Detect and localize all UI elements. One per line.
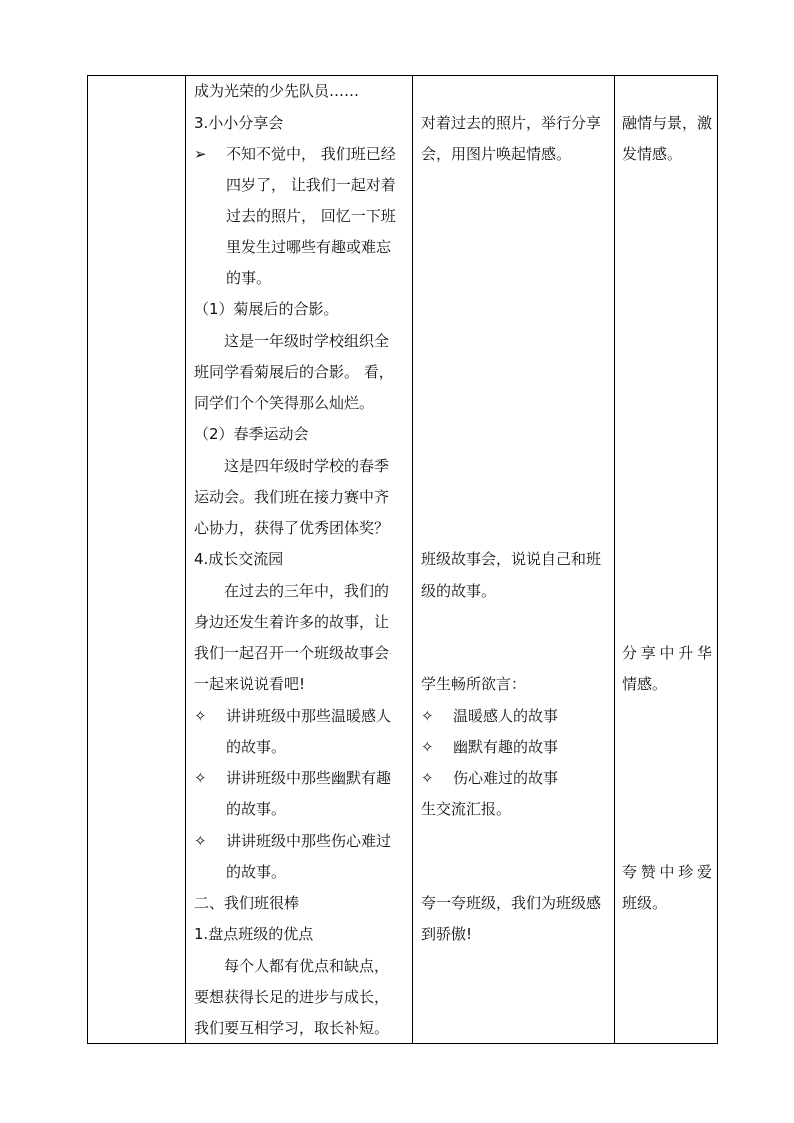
table-column-process bbox=[194, 76, 406, 1043]
text-line: 一起来说说看吧! bbox=[194, 675, 306, 693]
text-line: 不知不觉中， 我们班已经 bbox=[226, 145, 396, 163]
lesson-plan-table bbox=[87, 75, 718, 1044]
bullet-item bbox=[194, 830, 406, 852]
bullet-item bbox=[194, 767, 406, 789]
text-line: 心协力，获得了优秀团体奖？ bbox=[194, 519, 390, 537]
bullet-item bbox=[194, 705, 406, 727]
text-line: 我们一起召开一个班级故事会 bbox=[194, 644, 390, 662]
text-line: 对着过去的照片，举行分享 bbox=[421, 114, 602, 132]
bullet-item bbox=[421, 767, 611, 789]
text-line: 班同学看菊展后的合影。 看， bbox=[194, 363, 394, 381]
text-line: 我们要互相学习，取长补短。 bbox=[194, 1019, 390, 1037]
text-line: 成为光荣的少先队员…… bbox=[194, 82, 360, 100]
arrow-bullet-icon: ➢ bbox=[194, 145, 207, 163]
diamond-bullet-icon: ✧ bbox=[421, 707, 434, 725]
text-line: 伤心难过的故事 bbox=[453, 769, 559, 787]
section-heading: 1.盘点班级的优点 bbox=[194, 925, 314, 943]
text-line: 的事。 bbox=[226, 269, 272, 287]
text-line: 身边还发生着许多的故事，让 bbox=[194, 613, 390, 631]
text-line: 运动会。我们班在接力赛中齐 bbox=[194, 488, 390, 506]
diamond-bullet-icon: ✧ bbox=[194, 707, 207, 725]
diamond-bullet-icon: ✧ bbox=[194, 832, 207, 850]
text-line: 同学们个个笑得那么灿烂。 bbox=[194, 394, 375, 412]
section-heading: 4.成长交流园 bbox=[194, 550, 284, 568]
text-line: 四岁了， 让我们一起对着 bbox=[226, 176, 396, 194]
subheading: （1）菊展后的合影。 bbox=[194, 300, 339, 318]
section-heading: 3.小小分享会 bbox=[194, 114, 284, 132]
text-line: 级的故事。 bbox=[421, 582, 497, 600]
text-line: 要想获得长足的进步与成长， bbox=[194, 988, 390, 1006]
diamond-bullet-icon: ✧ bbox=[194, 769, 207, 787]
text-line: 幽默有趣的故事 bbox=[453, 738, 559, 756]
text-line: 这是四年级时学校的春季 bbox=[224, 457, 390, 475]
column-divider bbox=[412, 76, 413, 1043]
text-line: 班级。 bbox=[622, 894, 668, 912]
text-line: 生交流汇报。 bbox=[421, 800, 512, 818]
text-line: 讲讲班级中那些伤心难过 bbox=[226, 832, 392, 850]
text-line: 的故事。 bbox=[226, 800, 287, 818]
text-line: 过去的照片， 回忆一下班 bbox=[226, 207, 396, 225]
text-line: 发情感。 bbox=[622, 145, 683, 163]
text-line: 班级故事会，说说自己和班 bbox=[421, 550, 602, 568]
column-divider bbox=[185, 76, 186, 1043]
text-line: 的故事。 bbox=[226, 863, 287, 881]
bullet-item bbox=[421, 736, 611, 758]
section-heading: 二、我们班很棒 bbox=[194, 894, 300, 912]
text-line: 夸一夸班级，我们为班级感 bbox=[421, 894, 602, 912]
diamond-bullet-icon: ✧ bbox=[421, 738, 434, 756]
text-line: 学生畅所欲言： bbox=[421, 675, 527, 693]
column-divider bbox=[614, 76, 615, 1043]
text-line: 情感。 bbox=[622, 675, 668, 693]
text-line: 到骄傲! bbox=[421, 925, 473, 943]
text-line: 融情与景，激 bbox=[622, 114, 713, 132]
text-line: 分享中升华 bbox=[622, 644, 712, 662]
table-column-intent bbox=[622, 76, 712, 1043]
table-column-1 bbox=[88, 76, 185, 1043]
subheading: （2）春季运动会 bbox=[194, 425, 309, 443]
text-line: 在过去的三年中，我们的 bbox=[224, 582, 390, 600]
text-line: 每个人都有优点和缺点， bbox=[224, 957, 390, 975]
text-line: 会，用图片唤起情感。 bbox=[421, 145, 572, 163]
text-line: 夸赞中珍爱 bbox=[622, 863, 712, 881]
bullet-item bbox=[194, 143, 406, 165]
text-line: 这是一年级时学校组织全 bbox=[224, 332, 390, 350]
text-line: 讲讲班级中那些幽默有趣 bbox=[226, 769, 392, 787]
text-line: 的故事。 bbox=[226, 738, 287, 756]
text-line: 温暖感人的故事 bbox=[453, 707, 559, 725]
diamond-bullet-icon: ✧ bbox=[421, 769, 434, 787]
bullet-item bbox=[421, 705, 611, 727]
table-column-activity bbox=[421, 76, 611, 1043]
text-line: 讲讲班级中那些温暖感人 bbox=[226, 707, 392, 725]
text-line: 里发生过哪些有趣或难忘 bbox=[226, 238, 392, 256]
